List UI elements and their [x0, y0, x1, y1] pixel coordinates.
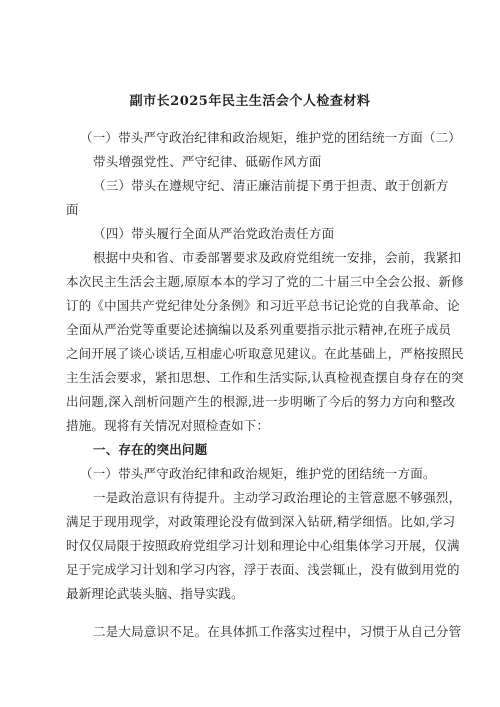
outline-line-5: （四）带头履行全面从严治党政治责任方面: [93, 226, 335, 241]
outline-line-3: （三）带头在遵规守纪、清正廉洁前提下勇于担责、敢于创新方: [93, 178, 449, 193]
intro-line-4: 全面从严治党等重要论述摘编以及系列重要指示批示精神,在班子成员: [66, 322, 452, 337]
para1-line-4: 足于完成学习计划和学习内容，浮于表面、浅尝辄止，没有做到用党的: [66, 562, 460, 577]
section-heading: 一、存在的突出问题: [93, 442, 208, 457]
intro-line-1: 根据中央和省、市委部署要求及政府党组统一安排，会前，我紧扣: [93, 250, 462, 265]
para1-line-5: 最新理论武装头脑、指导实践。: [66, 586, 244, 601]
para1-line-3: 时仅仅局限于按照政府党组学习计划和理论中心组集体学习开展，仅满: [66, 538, 460, 553]
subsection-heading: （一）带头严守政治纪律和政治规矩，维护党的团结统一方面。: [80, 466, 436, 481]
outline-line-4: 面: [66, 202, 79, 217]
outline-line-1: （一）带头严守政治纪律和政治规矩，维护党的团结统一方面（二）: [80, 130, 462, 145]
intro-line-7: 出问题,深入剖析问题产生的根源,进一步明晰了今后的努力方向和整改: [66, 394, 456, 409]
intro-line-8: 措施。现将有关情况对照检查如下：: [66, 418, 270, 433]
document-title: 副市长2025年民主生活会个人检查材料: [129, 94, 371, 109]
intro-line-5: 之间开展了谈心谈话,互相虚心听取意见建议。在此基础上，严格按照民: [66, 346, 464, 361]
intro-line-3: 订的《中国共产党纪律处分条例》和习近平总书记论党的自我革命、论: [66, 298, 460, 313]
outline-line-2: 带头增强党性、严守纪律、砥砺作风方面: [93, 154, 322, 169]
intro-line-2: 本次民主生活会主题,原原本本的学习了党的二十届三中全会公报、新修: [66, 274, 464, 289]
para2-line-1: 二是大局意识不足。在具体抓工作落实过程中，习惯于从自己分管: [93, 624, 462, 639]
intro-line-6: 主生活会要求，紧扣思想、工作和生活实际,认真检视查摆自身存在的突: [66, 370, 464, 385]
para1-line-1: 一是政治意识有待提升。主动学习政治理论的主管意愿不够强烈，: [93, 490, 462, 505]
para1-line-2: 满足于现用现学，对政策理论没有做到深入钻研,精学细悟。比如,学习: [66, 514, 456, 529]
